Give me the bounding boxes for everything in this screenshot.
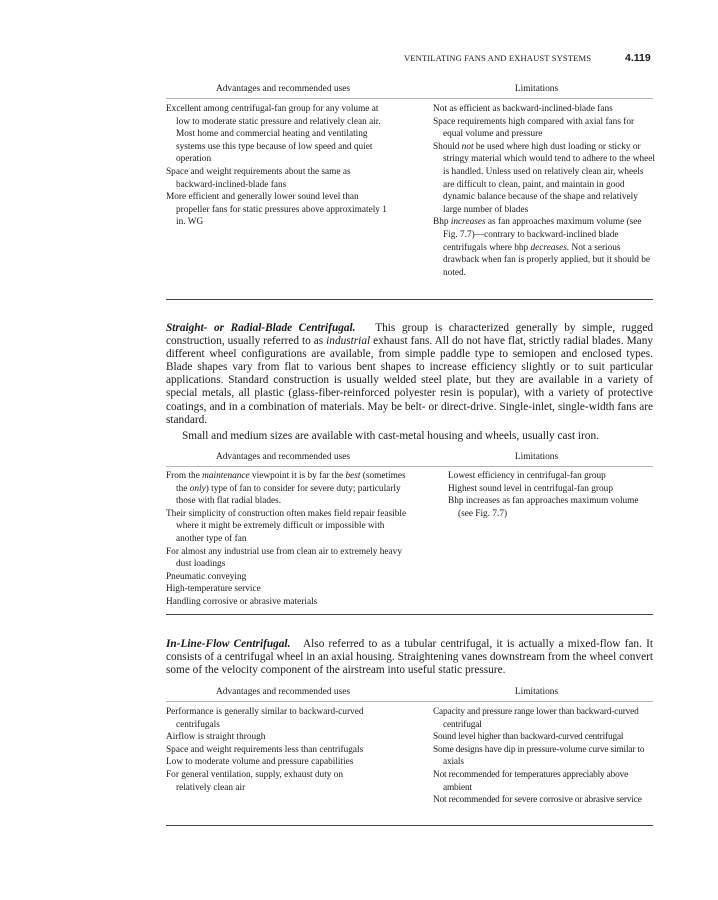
table3-header-rule [166, 701, 653, 702]
table2-header-advantages: Advantages and recommended uses [215, 452, 351, 462]
table2-limitations-column [448, 470, 653, 520]
table2-advantages-column [166, 470, 414, 609]
table3-advantage-item: Airflow is straight through [166, 732, 266, 743]
section-straight-radial-paragraph-2: Small and medium sizes are available with cast-metal housing and wheels, usually cast iron. [182, 430, 599, 442]
table1-header-limitations: Limitations [514, 84, 559, 94]
table2-advantage-item: High-temperature service [166, 584, 261, 595]
table3-limitations-column [433, 706, 655, 807]
table2-advantage-item: Their simplicity of construction often makes field repair feasible where it might be extremely difficult or impossible with another type of fan [166, 508, 407, 544]
table3-advantage-item: Space and weight requirements less than centrifugals [166, 744, 364, 755]
table1-limitation-item: Space requirements high compared with axial fans for equal volume and pressure [433, 116, 635, 140]
table1-bottom-rule [166, 299, 653, 300]
table1-limitations-column [433, 103, 655, 279]
section-inline-flow-paragraph: In-Line-Flow Centrifugal. Also referred to as a tubular centrifugal, it is actually a mixed-flow fan. It consists of a centrifugal wheel in an axial housing. Straightening vanes downstream from the wheel convert some of the velocity component of the airstream into useful static pressure. [166, 638, 653, 677]
table3-advantages-column [166, 706, 378, 794]
table2-limitation-item: Highest sound level in centrifugal-fan group [448, 483, 613, 494]
table3-advantage-item: Low to moderate volume and pressure capabilities [166, 757, 354, 768]
table1-limitation-item: Not as efficient as backward-inclined-blade fans [433, 104, 613, 114]
table1-limitation-item: Should not be used where high dust loading or sticky or stringy material which would tend to adhere to the wheel is handled. Unless used on relatively clean air, wheels are difficult to clean, paint, and maintain in good dynamic balance because of the shape and relatively large number of blades [433, 141, 655, 215]
table1-advantage-item: Space and weight requirements about the same as backward-inclined-blade fans [166, 166, 351, 190]
table2-advantage-item: From the maintenance viewpoint it is by far the best (sometimes the only) type of fan to consider for severe duty; particularly those with flat radial blades. [166, 471, 406, 507]
table3-header-limitations: Limitations [514, 687, 559, 697]
page-number: 4.119 [625, 52, 651, 64]
table2-advantage-item: Pneumatic conveying [166, 571, 247, 582]
table3-limitation-item: Capacity and pressure range lower than backward-curved centrifugal [433, 707, 639, 730]
table2-advantage-item: For almost any industrial use from clean air to extremely heavy dust loadings [166, 546, 402, 570]
table3-limitation-item: Some designs have dip in pressure-volume curve similar to axials [433, 744, 645, 768]
table3-limitation-item: Not recommended for temperatures appreciably above ambient [433, 769, 629, 793]
table3-limitation-item: Sound level higher than backward-curved centrifugal [433, 732, 624, 743]
table3-advantage-item: Performance is generally similar to backward-curved centrifugals [166, 707, 364, 730]
table3-limitation-item: Not recommended for severe corrosive or abrasive service [433, 795, 642, 806]
table2-limitation-item: Bhp increases as fan approaches maximum volume (see Fig. 7.7) [448, 496, 639, 519]
table2-header-limitations: Limitations [514, 452, 559, 462]
section-heading-straight-radial: Straight- or Radial-Blade Centrifugal. [166, 322, 356, 334]
table1-advantages-column [166, 103, 392, 229]
table2-limitation-item: Lowest efficiency in centrifugal-fan group [448, 471, 606, 481]
table3-header-advantages: Advantages and recommended uses [215, 687, 351, 697]
table2-bottom-rule [166, 614, 653, 615]
running-header-title: VENTILATING FANS AND EXHAUST SYSTEMS [404, 53, 592, 63]
table1-limitation-item: Bhp increases as fan approaches maximum volume (see Fig. 7.7)—contrary to backward-inclined blade centrifugals where bhp decreases. Not a serious drawback when fan is properly applied, but it should be noted. [433, 217, 651, 278]
section-heading-inline-flow: In-Line-Flow Centrifugal. [166, 638, 291, 650]
table3-advantage-item: For general ventilation, supply, exhaust duty on relatively clean air [166, 769, 344, 793]
table3-bottom-rule [166, 825, 653, 826]
table2-advantage-item: Handling corrosive or abrasive materials [166, 596, 318, 607]
section-straight-radial-paragraph: Straight- or Radial-Blade Centrifugal. This group is characterized generally by simple, rugged construction, usually referred to as industrial exhaust fans. All do not have flat, strictly radial blades. Many different wheel configurations are available, from simple paddle type to semiopen and enclosed types. Blade shapes vary from flat to various bent shapes to increase efficiency slightly or to suit particular applications. Standard construction is usually welded steel plate, but they are available in a variety of special metals, all plastic (glass-fiber-reinforced polyester resin is popular), with a variety of protective coatings, and in a combination of materials. May be belt- or direct-drive. Single-inlet, single-width fans are standard. [166, 322, 653, 426]
table1-header-rule [166, 98, 653, 99]
table1-advantage-item: Excellent among centrifugal-fan group for any volume at low to moderate static pressure and relatively clean air. Most home and commercial heating and ventilating systems use this type because of low speed and quiet operation [166, 104, 381, 165]
table2-header-rule [166, 466, 653, 467]
table1-header-advantages: Advantages and recommended uses [215, 84, 351, 94]
table1-advantage-item: More efficient and generally lower sound level than propeller fans for static pressures above approximately 1 in. WG [166, 192, 387, 228]
